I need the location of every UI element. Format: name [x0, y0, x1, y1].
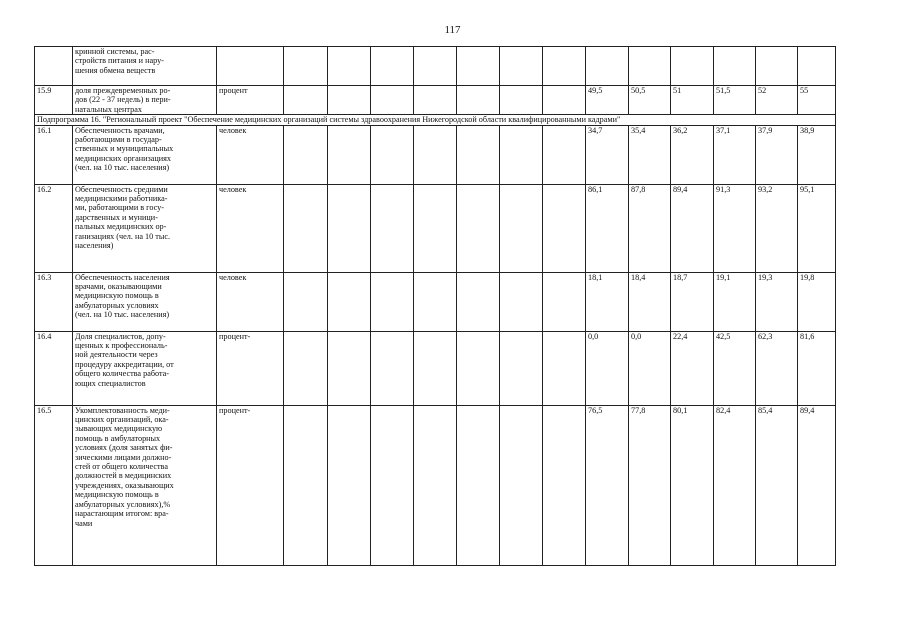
indicator-name-line: чами [75, 518, 93, 528]
empty-cell [414, 184, 457, 272]
table-row [35, 125, 836, 184]
indicator-name-line: должностей в медицинских [75, 471, 172, 481]
empty-cell [457, 405, 500, 565]
indicator-value: 77,8 [629, 405, 671, 565]
empty-cell [414, 272, 457, 331]
indicator-number [35, 47, 73, 86]
empty-cell [500, 184, 543, 272]
indicator-name-line: зывающих медицинскую [75, 424, 163, 434]
indicator-name-line: ганизациях (чел. на 10 тыс. [75, 231, 171, 241]
indicator-value [586, 47, 629, 86]
indicator-value: 89,4 [671, 184, 714, 272]
indicator-unit [217, 47, 284, 86]
indicator-value: 18,4 [629, 272, 671, 331]
indicator-name-line: Доля специалистов, допу- [75, 331, 166, 341]
indicator-value: 82,4 [714, 405, 756, 565]
indicator-number: 16.4 [35, 331, 73, 405]
subprogram-title: Подпрограмма 16. "Региональный проект "Обеспечение медицинских организаций системы здравоохранения Нижегородской области квалифицированными кадрами" [35, 115, 836, 125]
empty-cell [328, 331, 371, 405]
empty-cell [371, 86, 414, 115]
empty-cell [543, 405, 586, 565]
indicator-number: 16.5 [35, 405, 73, 565]
indicator-name-line: нарастающим итогом: вра- [75, 509, 169, 519]
indicator-name-line: стройств питания и нару- [75, 56, 164, 66]
indicator-unit: человек [217, 184, 284, 272]
indicator-value: 85,4 [756, 405, 798, 565]
empty-cell [457, 331, 500, 405]
indicator-name-line: пальных медицинских ор- [75, 222, 167, 232]
empty-cell [543, 331, 586, 405]
indicator-value: 89,4 [798, 405, 836, 565]
empty-cell [328, 86, 371, 115]
indicator-value: 87,8 [629, 184, 671, 272]
indicator-name-line: доля преждевременных ро- [75, 86, 171, 95]
indicator-name-line: стей от общего количества [75, 462, 168, 472]
indicator-value: 95,1 [798, 184, 836, 272]
indicator-value: 49,5 [586, 86, 629, 115]
indicator-name-line: Обеспеченность врачами, [75, 125, 165, 135]
indicators-table [34, 46, 836, 566]
indicator-name-line: (чел. на 10 тыс. населения) [75, 163, 170, 173]
empty-cell [500, 47, 543, 86]
indicator-name-line: ющих специалистов [75, 378, 146, 388]
indicator-name-line: населения) [75, 241, 114, 251]
indicator-value: 51,5 [714, 86, 756, 115]
table-row [35, 47, 836, 86]
empty-cell [328, 47, 371, 86]
indicator-unit: процент- [217, 331, 284, 405]
indicator-value: 93,2 [756, 184, 798, 272]
indicator-value: 38,9 [798, 125, 836, 184]
indicator-value: 34,7 [586, 125, 629, 184]
table-row [35, 272, 836, 331]
table-body [35, 47, 836, 566]
indicator-name-line: ми, работающими в госу- [75, 203, 164, 213]
indicator-name [73, 86, 217, 115]
empty-cell [457, 47, 500, 86]
indicator-name-line: процедуру аккредитации, от [75, 359, 174, 369]
empty-cell [543, 86, 586, 115]
indicator-value [714, 47, 756, 86]
indicator-name-line: помощь в амбулаторных [75, 433, 161, 443]
empty-cell [328, 125, 371, 184]
indicator-value: 18,1 [586, 272, 629, 331]
empty-cell [543, 272, 586, 331]
empty-cell [500, 331, 543, 405]
indicator-value: 86,1 [586, 184, 629, 272]
empty-cell [371, 272, 414, 331]
indicator-name-line: ственных и муниципальных [75, 144, 174, 154]
indicator-name-line: дарственных и муници- [75, 212, 158, 222]
empty-cell [284, 184, 328, 272]
indicator-value: 19,3 [756, 272, 798, 331]
indicator-value: 51 [671, 86, 714, 115]
indicator-value: 37,9 [756, 125, 798, 184]
empty-cell [371, 47, 414, 86]
empty-cell [414, 47, 457, 86]
indicator-value: 22,4 [671, 331, 714, 405]
table-row [35, 331, 836, 405]
indicator-value: 62,3 [756, 331, 798, 405]
empty-cell [457, 125, 500, 184]
empty-cell [500, 405, 543, 565]
indicator-name [73, 331, 217, 405]
indicator-name-line: кринной системы, рас- [75, 47, 155, 56]
indicator-name-line: Обеспеченность средними [75, 184, 168, 194]
indicator-number: 16.3 [35, 272, 73, 331]
indicator-value: 76,5 [586, 405, 629, 565]
empty-cell [457, 184, 500, 272]
indicator-name-line: медицинскую помощь в [75, 490, 159, 500]
empty-cell [371, 184, 414, 272]
empty-cell [328, 405, 371, 565]
indicator-name-line: щенных к профессиональ- [75, 341, 168, 351]
indicator-name [73, 405, 217, 565]
indicator-name-line: врачами, оказывающими [75, 282, 162, 292]
page-number: 117 [444, 24, 461, 36]
indicator-value: 91,3 [714, 184, 756, 272]
indicator-number: 16.2 [35, 184, 73, 272]
indicator-name-line: медицинскую помощь в [75, 291, 159, 301]
indicator-value: 35,4 [629, 125, 671, 184]
indicator-value: 81,6 [798, 331, 836, 405]
indicator-value: 50,5 [629, 86, 671, 115]
indicator-unit: человек [217, 272, 284, 331]
empty-cell [500, 272, 543, 331]
indicator-value [798, 47, 836, 86]
indicator-value: 0,0 [586, 331, 629, 405]
indicator-value: 55 [798, 86, 836, 115]
indicator-value: 52 [756, 86, 798, 115]
subprogram-row [35, 115, 836, 125]
empty-cell [371, 331, 414, 405]
indicator-name-line: Обеспеченность населения [75, 272, 170, 282]
indicator-name-line: медицинскими работника- [75, 194, 168, 204]
indicator-unit: процент- [217, 405, 284, 565]
indicator-name-line: Укомплектованность меди- [75, 405, 170, 415]
indicator-value: 18,7 [671, 272, 714, 331]
indicator-name-line: (чел. на 10 тыс. населения) [75, 310, 170, 320]
indicator-unit: человек [217, 125, 284, 184]
indicator-value: 42,5 [714, 331, 756, 405]
empty-cell [284, 125, 328, 184]
indicator-name-line: условиях (доля занятых фи- [75, 443, 173, 453]
empty-cell [414, 405, 457, 565]
indicator-value: 36,2 [671, 125, 714, 184]
empty-cell [543, 184, 586, 272]
indicator-name [73, 272, 217, 331]
indicator-name-line: шения обмена веществ [75, 65, 156, 75]
empty-cell [284, 272, 328, 331]
indicator-name-line: общего количества работа- [75, 369, 170, 379]
indicator-name-line: зическими лицами должно- [75, 452, 172, 462]
indicator-name-line: медицинских организациях [75, 153, 171, 163]
indicator-name-line: амбулаторных условиях),% [75, 499, 171, 509]
indicator-name [73, 47, 217, 86]
empty-cell [500, 125, 543, 184]
indicator-name-line: цинских организаций, ока- [75, 415, 169, 425]
empty-cell [328, 184, 371, 272]
indicator-name-line: учреждениях, оказывающих [75, 480, 174, 490]
empty-cell [284, 331, 328, 405]
table-row [35, 86, 836, 115]
indicator-name-line: натальных центрах [75, 104, 142, 114]
indicator-value: 37,1 [714, 125, 756, 184]
indicator-name-line: амбулаторных условиях [75, 300, 159, 310]
table-row [35, 405, 836, 565]
empty-cell [328, 272, 371, 331]
indicator-number: 16.1 [35, 125, 73, 184]
indicator-name [73, 184, 217, 272]
indicator-value: 80,1 [671, 405, 714, 565]
empty-cell [500, 86, 543, 115]
indicator-name-line: дов (22 - 37 недель) в пери- [75, 95, 171, 105]
empty-cell [414, 125, 457, 184]
indicator-name-line: ной деятельности через [75, 350, 158, 360]
empty-cell [414, 86, 457, 115]
table-row [35, 184, 836, 272]
empty-cell [284, 47, 328, 86]
indicator-name-line: работающими в государ- [75, 135, 162, 145]
empty-cell [457, 86, 500, 115]
empty-cell [457, 272, 500, 331]
empty-cell [543, 125, 586, 184]
indicator-value: 19,1 [714, 272, 756, 331]
empty-cell [543, 47, 586, 86]
empty-cell [371, 125, 414, 184]
indicator-value [671, 47, 714, 86]
indicator-unit: процент [217, 86, 284, 115]
empty-cell [371, 405, 414, 565]
empty-cell [414, 331, 457, 405]
indicator-value: 19,8 [798, 272, 836, 331]
indicator-value: 0,0 [629, 331, 671, 405]
indicator-name [73, 125, 217, 184]
indicator-value [629, 47, 671, 86]
indicator-number: 15.9 [35, 86, 73, 115]
empty-cell [284, 405, 328, 565]
indicator-value [756, 47, 798, 86]
empty-cell [284, 86, 328, 115]
